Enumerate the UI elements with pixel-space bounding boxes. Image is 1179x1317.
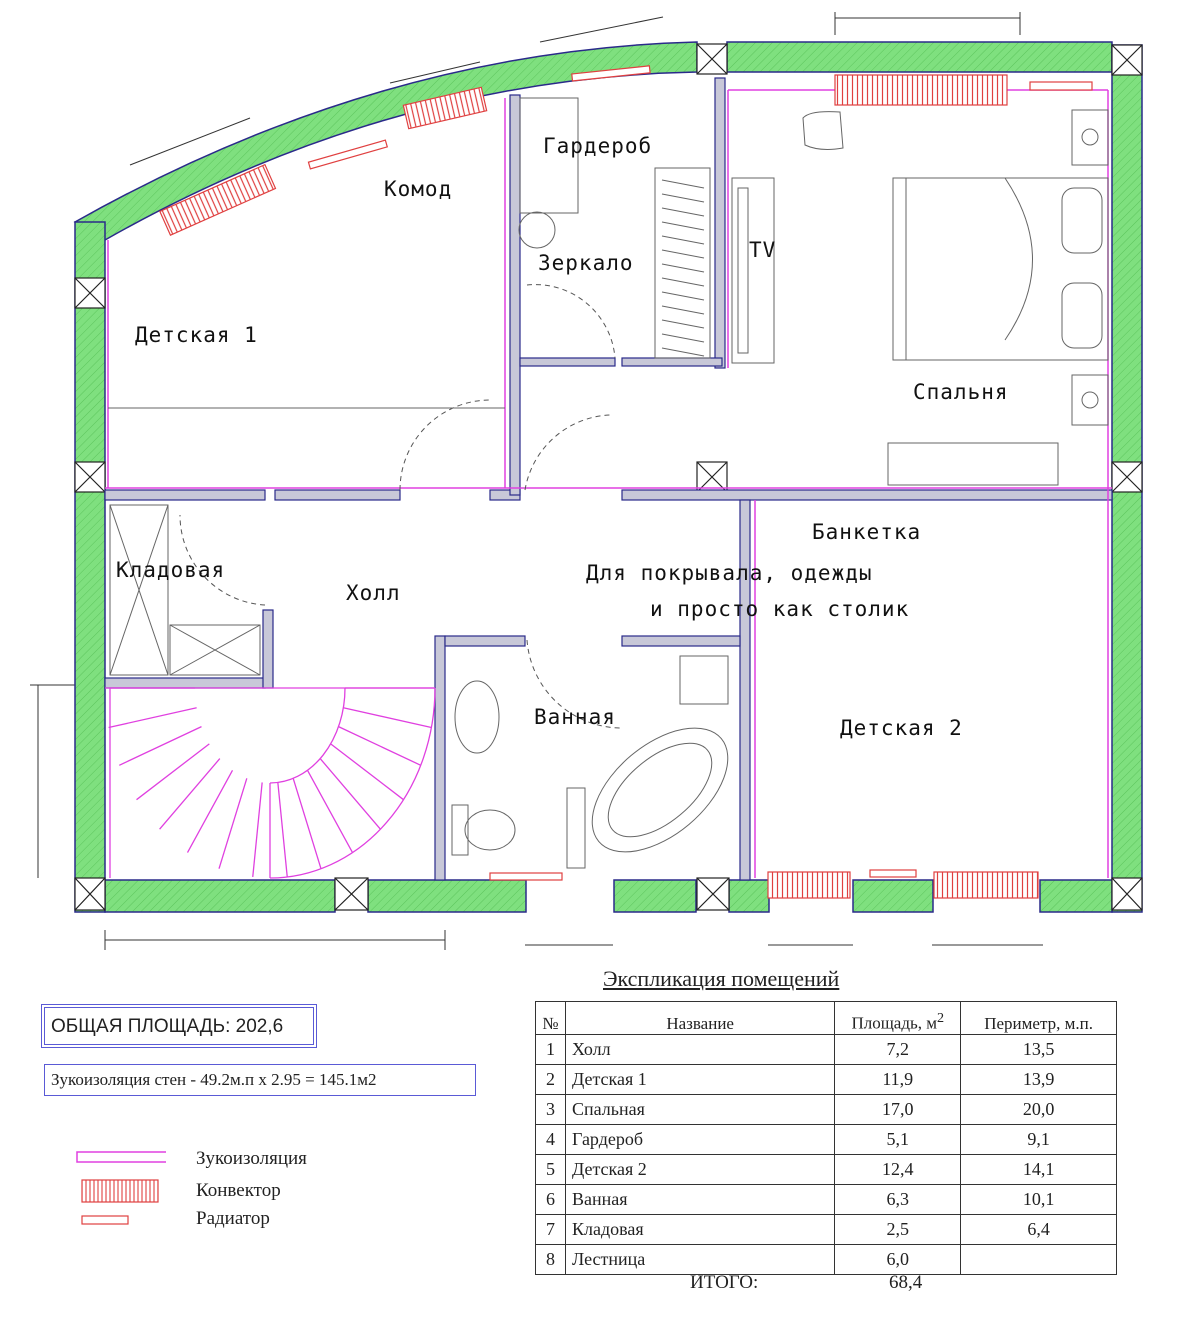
row-name: Спальная [565, 1095, 834, 1125]
soundproofing-swatch [77, 1152, 166, 1162]
hanger-line [662, 208, 704, 216]
label-hall: Холл [346, 581, 401, 605]
row-area: 2,5 [835, 1215, 961, 1245]
stair-step [320, 759, 380, 830]
bed [893, 178, 1108, 360]
stair-step [308, 770, 353, 852]
label-kids-room-1: Детская 1 [135, 323, 258, 347]
door-swings [180, 285, 622, 728]
label-storage: Кладовая [116, 558, 226, 582]
table-row [536, 1095, 1117, 1125]
furniture [108, 98, 1108, 876]
row-num: 3 [536, 1095, 566, 1125]
soundproofing-lines [105, 90, 1112, 878]
label-wardrobe: Гардероб [543, 134, 653, 158]
row-perimeter: 10,1 [961, 1185, 1117, 1215]
hanger-line [662, 180, 704, 188]
header-num: № [536, 1002, 566, 1035]
header-area [835, 1002, 961, 1035]
total-label: ИТОГО: [690, 1272, 759, 1293]
header-area-text: Площадь, м [851, 1014, 937, 1033]
staircase [105, 688, 435, 878]
row-num: 1 [536, 1035, 566, 1065]
row-area: 6,3 [835, 1185, 961, 1215]
row-name: Детская 2 [565, 1155, 834, 1185]
row-area: 7,2 [835, 1035, 961, 1065]
hanger-line [662, 348, 704, 356]
label-bench-note-2: и просто как столик [650, 597, 910, 621]
hanger-line [662, 306, 704, 314]
soundproofing-note: Зукоизоляция стен - 49.2м.п х 2.95 = 145.1м2 [44, 1064, 476, 1096]
total-value: 68,4 [889, 1272, 923, 1293]
row-perimeter: 20,0 [961, 1095, 1117, 1125]
legend-soundproofing: Зукоизоляция [196, 1148, 307, 1169]
stair-step [188, 770, 233, 852]
row-num: 8 [536, 1245, 566, 1275]
row-name: Детская 1 [565, 1065, 834, 1095]
row-name: Ванная [565, 1185, 834, 1215]
interior-walls [105, 78, 1112, 880]
table-row [536, 1035, 1117, 1065]
row-perimeter: 9,1 [961, 1125, 1117, 1155]
header-name: Название [565, 1002, 834, 1035]
row-perimeter: 6,4 [961, 1215, 1117, 1245]
stair-step [253, 782, 262, 876]
legend-radiator: Радиатор [196, 1208, 270, 1229]
label-tv: TV [749, 238, 777, 262]
row-perimeter [961, 1245, 1117, 1275]
row-num: 5 [536, 1155, 566, 1185]
label-mirror: Зеркало [538, 251, 634, 275]
stair-step [219, 778, 247, 868]
row-num: 6 [536, 1185, 566, 1215]
label-kids-room-2: Детская 2 [840, 716, 963, 740]
header-area-sup: 2 [937, 1010, 945, 1027]
hanger-line [662, 222, 704, 230]
row-area: 17,0 [835, 1095, 961, 1125]
row-perimeter: 13,5 [961, 1035, 1117, 1065]
row-perimeter: 13,9 [961, 1065, 1117, 1095]
hanger-line [662, 250, 704, 258]
label-dresser: Комод [384, 177, 453, 201]
row-num: 4 [536, 1125, 566, 1155]
stair-step [293, 778, 321, 868]
row-area: 12,4 [835, 1155, 961, 1185]
row-area: 11,9 [835, 1065, 961, 1095]
hanger-line [662, 264, 704, 272]
table-row [536, 1125, 1117, 1155]
row-perimeter: 14,1 [961, 1155, 1117, 1185]
bench [888, 443, 1058, 485]
legend-convector: Конвектор [196, 1180, 281, 1201]
row-area: 5,1 [835, 1125, 961, 1155]
explication-table [535, 1001, 1117, 1275]
hanger-line [662, 236, 704, 244]
hanger-line [662, 278, 704, 286]
label-bench: Банкетка [812, 520, 922, 544]
label-bedroom: Спальня [913, 380, 1009, 404]
convector-swatch [82, 1180, 158, 1202]
label-bathroom: Ванная [534, 705, 616, 729]
stair-step [109, 708, 197, 728]
label-bench-note-1: Для покрывала, одежды [586, 561, 873, 585]
stair-step [160, 759, 220, 830]
stair-step [278, 782, 287, 876]
stair-step [343, 708, 431, 728]
row-name: Холл [565, 1035, 834, 1065]
row-num: 2 [536, 1065, 566, 1095]
row-name: Лестница [565, 1245, 834, 1275]
table-row [536, 1185, 1117, 1215]
row-area: 6,0 [835, 1245, 961, 1275]
row-num: 7 [536, 1215, 566, 1245]
table-header-row [536, 1002, 1117, 1035]
explication-title: Экспликация помещений [603, 966, 840, 991]
row-name: Гардероб [565, 1125, 834, 1155]
table-row [536, 1245, 1117, 1275]
exterior-walls [75, 42, 1142, 912]
radiator-swatch [82, 1216, 128, 1224]
header-perimeter: Периметр, м.п. [961, 1002, 1117, 1035]
table-row [536, 1155, 1117, 1185]
total-area-box: ОБЩАЯ ПЛОЩАДЬ: 202,6 [44, 1007, 314, 1045]
hanger-line [662, 320, 704, 328]
table-row [536, 1065, 1117, 1095]
hanger-line [662, 334, 704, 342]
table-row [536, 1215, 1117, 1245]
hanger-line [662, 292, 704, 300]
row-name: Кладовая [565, 1215, 834, 1245]
dimension-lines [30, 12, 1043, 950]
hanger-line [662, 194, 704, 202]
legend-symbols [76, 1148, 166, 1228]
